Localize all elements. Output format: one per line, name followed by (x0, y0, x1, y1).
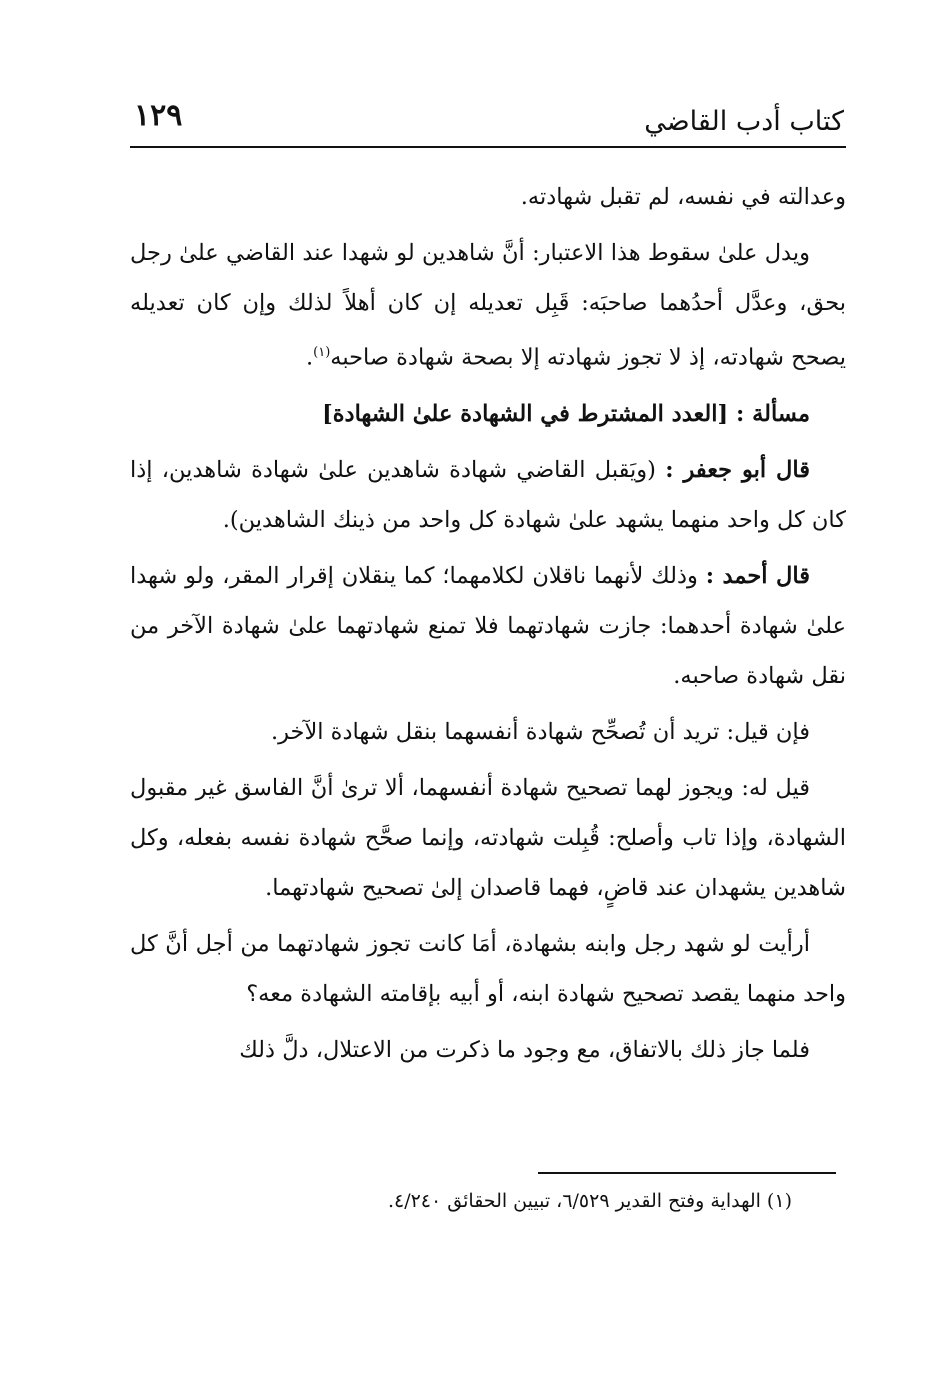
section-heading: مسألة : [العدد المشترط في الشهادة علىٰ الشهادة] (322, 400, 810, 427)
paragraph (130, 1025, 846, 1075)
paragraph (130, 919, 846, 1019)
speaker-label: قال أبو جعفر : (665, 456, 810, 483)
paragraph (130, 172, 846, 222)
paragraph-text: فلما جاز ذلك بالاتفاق، مع وجود ما ذكرت من الاعتلال، دلَّ ذلك (239, 1036, 810, 1063)
paragraph (130, 707, 846, 757)
paragraph-text: قيل له: ويجوز لهما تصحيح شهادة أنفسهما، ألا ترىٰ أنَّ الفاسق غير مقبول الشهادة، وإذا تاب وأصلح: قُبِلت شهادته، وإنما صحَّح شهادة نفسه بفعله، وكل شاهدين يشهدان عند قاضٍ، فهما قاصدان إلىٰ تصحيح شهادتهما. (130, 774, 846, 901)
paragraph-end: . (305, 344, 314, 371)
page-number: ١٢٩ (134, 98, 183, 133)
footnote: (١) الهداية وفتح القدير ٦/٥٢٩، تبيين الحقائق ٤/٢٤٠. (387, 1190, 792, 1212)
paragraph (130, 228, 846, 383)
paragraph (130, 445, 846, 545)
paragraph-text: ويدل علىٰ سقوط هذا الاعتبار: أنَّ شاهدين لو شهدا عند القاضي علىٰ رجل بحق، وعدَّل أحدُهما صاحبَه: قَبِل تعديله إن كان أهلاً لذلك وإن كان تعديله يصحح شهادته، إذ لا تجوز شهادته إلا بصحة شهادة صاحبه (130, 240, 846, 371)
running-header (130, 92, 846, 148)
paragraph-text: وذلك لأنهما ناقلان لكلامهما؛ كما ينقلان إقرار المقر، ولو شهدا علىٰ شهادة أحدهما: جازت شهادتهما فلا تمنع شهادتهما علىٰ شهادة الآخر من نقل شهادة صاحبه. (130, 562, 846, 689)
book-title: كتاب أدب القاضي (644, 106, 844, 137)
main-text (130, 172, 846, 1081)
header-rule (130, 146, 846, 148)
paragraph (130, 763, 846, 913)
paragraph-text: أرأيت لو شهد رجل وابنه بشهادة، أمَا كانت تجوز شهادتهما من أجل أنَّ كل واحد منهما يقصد تصحيح شهادة ابنه، أو أبيه بإقامته الشهادة معه؟ (130, 930, 846, 1007)
paragraph-text: (ويَقبل القاضي شهادة شاهدين علىٰ شهادة شاهدين، إذا كان كل واحد منهما يشهد علىٰ شهادة كل واحد من ذينك الشاهدين). (130, 456, 846, 533)
paragraph-text: وعدالته في نفسه، لم تقبل شهادته. (520, 184, 846, 210)
paragraph (130, 551, 846, 701)
speaker-label: قال أحمد : (705, 562, 810, 589)
footnote-reference[interactable]: (١) (313, 345, 331, 360)
footnote-rule (538, 1172, 836, 1174)
paragraph-text: فإن قيل: تريد أن تُصحِّح شهادة أنفسهما بنقل شهادة الآخر. (270, 718, 810, 745)
